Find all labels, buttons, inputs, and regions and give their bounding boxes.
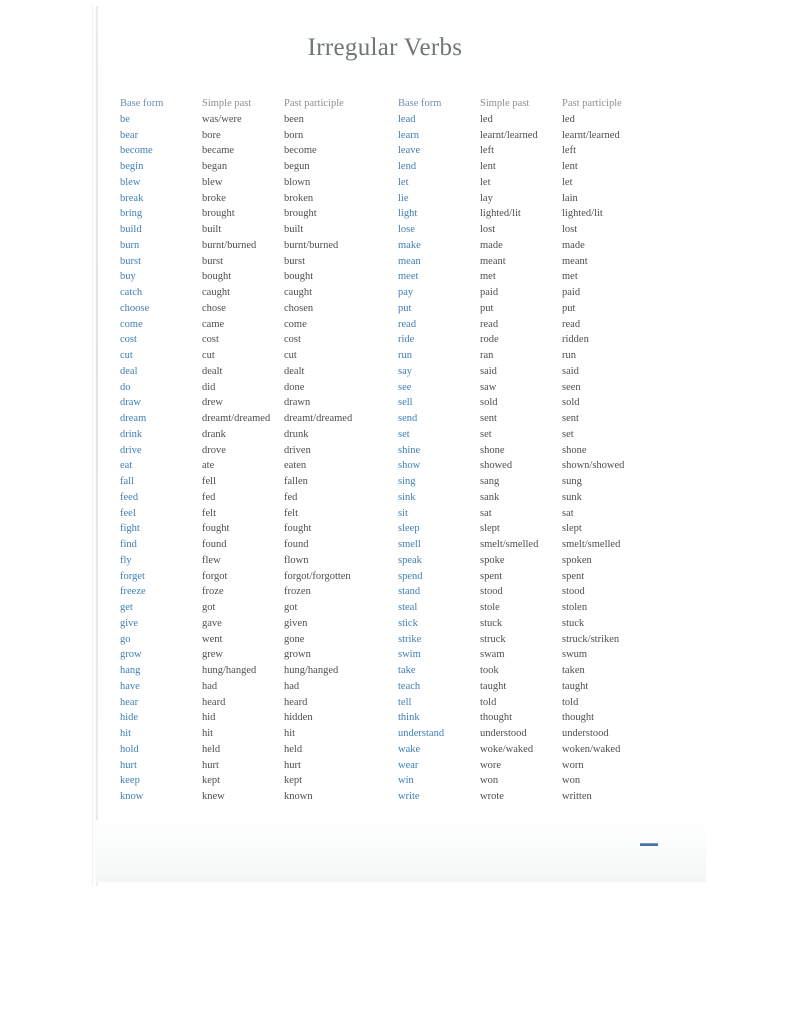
base-form-cell: stand — [398, 586, 421, 598]
simple-past-cell: drew — [202, 397, 223, 409]
base-form-cell: dream — [120, 413, 147, 424]
base-form-cell: begin — [120, 161, 144, 172]
simple-past-cell: wore — [480, 759, 501, 771]
base-form-cell: win — [398, 775, 414, 787]
base-form-cell: draw — [120, 397, 141, 409]
past-participle-cell: broken — [284, 192, 314, 204]
base-form-cell: build — [120, 224, 142, 235]
past-participle-cell: paid — [562, 287, 581, 298]
base-form-cell: make — [398, 239, 421, 251]
base-form-cell: spend — [398, 570, 423, 582]
base-form-cell: wear — [398, 759, 419, 771]
base-form-cell: break — [120, 192, 144, 204]
base-form-cell: become — [120, 145, 153, 157]
simple-past-cell: froze — [202, 586, 224, 598]
base-form-cell: mean — [398, 255, 421, 267]
simple-past-cell: ran — [480, 350, 494, 361]
simple-past-cell: got — [202, 602, 216, 613]
simple-past-cell: hid — [202, 712, 216, 724]
base-form-cell: wake — [398, 743, 421, 755]
simple-past-cell: saw — [480, 381, 497, 393]
past-participle-cell: left — [562, 145, 576, 157]
past-participle-cell: done — [284, 381, 305, 393]
past-participle-cell: worn — [562, 759, 584, 771]
past-participle-cell: grown — [284, 649, 311, 661]
past-participle-cell: meant — [562, 255, 588, 267]
simple-past-cell: hung/hanged — [202, 665, 257, 676]
simple-past-cell: rode — [480, 334, 499, 346]
base-form-cell: burst — [120, 255, 141, 267]
past-participle-cell: sat — [562, 507, 574, 519]
past-participle-cell: thought — [562, 712, 595, 724]
base-form-cell: hang — [120, 665, 141, 676]
past-participle-cell: won — [562, 775, 581, 787]
simple-past-cell: did — [202, 381, 216, 393]
past-participle-cell: cut — [284, 350, 297, 361]
past-participle-cell: woken/waked — [562, 743, 621, 755]
simple-past-cell: bore — [202, 129, 221, 141]
past-participle-cell: fought — [284, 523, 312, 535]
simple-past-cell: hurt — [202, 759, 219, 771]
base-form-cell: keep — [120, 775, 140, 787]
base-form-cell: fly — [120, 554, 132, 566]
simple-past-cell: stood — [480, 586, 503, 598]
past-participle-cell: written — [562, 791, 592, 802]
past-participle-cell: hidden — [284, 712, 313, 724]
past-participle-cell: fed — [284, 491, 298, 503]
past-participle-cell: dreamt/dreamed — [284, 413, 353, 424]
base-form-cell: write — [398, 791, 420, 802]
simple-past-cell: spent — [480, 570, 503, 582]
base-form-cell: show — [398, 460, 421, 472]
simple-past-cell: chose — [202, 302, 226, 314]
base-form-cell: choose — [120, 302, 150, 314]
simple-past-cell: dealt — [202, 365, 223, 377]
past-participle-cell: met — [562, 271, 578, 283]
simple-past-cell: broke — [202, 192, 226, 204]
past-participle-cell: led — [562, 113, 575, 125]
base-form-cell: tell — [398, 696, 412, 708]
simple-past-cell: sank — [480, 491, 500, 503]
page-title: Irregular Verbs — [307, 34, 463, 61]
past-participle-cell: shone — [562, 444, 587, 456]
past-participle-cell: drawn — [284, 397, 311, 409]
past-participle-cell: felt — [284, 507, 298, 519]
base-form-cell: fall — [120, 476, 134, 487]
simple-past-cell: brought — [202, 208, 235, 220]
past-participle-cell: put — [562, 302, 576, 314]
simple-past-cell: knew — [202, 791, 225, 802]
simple-past-cell: gave — [202, 617, 222, 629]
simple-past-cell: drove — [202, 444, 226, 456]
simple-past-cell: burnt/burned — [202, 239, 257, 251]
simple-past-cell: sent — [480, 413, 497, 424]
scan-shading — [96, 820, 706, 882]
base-form-cell: shine — [398, 444, 421, 456]
past-participle-cell: learnt/learned — [562, 129, 620, 141]
simple-past-cell: sang — [480, 476, 500, 487]
page-edge — [96, 6, 98, 886]
simple-past-cell: lent — [480, 161, 496, 172]
simple-past-cell: said — [480, 365, 497, 377]
past-participle-cell: born — [284, 129, 304, 141]
past-participle-cell: been — [284, 113, 304, 125]
simple-past-cell: drank — [202, 428, 226, 440]
simple-past-cell: fought — [202, 523, 230, 535]
base-form-cell: freeze — [120, 586, 146, 598]
past-participle-cell: lent — [562, 161, 578, 172]
simple-past-cell: heard — [202, 696, 226, 708]
past-participle-cell: blown — [284, 176, 311, 188]
simple-past-cell: meant — [480, 255, 506, 267]
past-participle-cell: built — [284, 224, 304, 235]
past-participle-cell: sunk — [562, 491, 582, 503]
past-participle-cell: stuck — [562, 617, 585, 629]
simple-past-cell: lost — [480, 224, 496, 235]
base-form-cell: strike — [398, 633, 422, 645]
simple-past-cell: was/were — [202, 113, 242, 125]
base-form-cell: see — [398, 381, 412, 393]
past-participle-cell: flown — [284, 554, 309, 566]
past-participle-cell: chosen — [284, 302, 314, 314]
base-form-cell: pay — [398, 287, 414, 298]
simple-past-cell: dreamt/dreamed — [202, 413, 271, 424]
past-participle-cell: heard — [284, 696, 308, 708]
header-simple-past: Simple past — [480, 98, 530, 109]
past-participle-cell: taught — [562, 680, 589, 692]
base-form-cell: give — [120, 617, 139, 629]
base-form-cell: find — [120, 539, 137, 550]
past-participle-cell: set — [562, 428, 574, 440]
past-participle-cell: said — [562, 365, 579, 377]
base-form-cell: come — [120, 318, 143, 330]
base-form-cell: take — [398, 665, 416, 676]
base-form-cell: teach — [398, 680, 421, 692]
simple-past-cell: began — [202, 161, 228, 172]
past-participle-cell: cost — [284, 334, 301, 346]
scan-mark: ▬▬ — [640, 838, 658, 848]
simple-past-cell: hit — [202, 728, 214, 739]
past-participle-cell: told — [562, 696, 579, 708]
base-form-cell: meet — [398, 271, 419, 283]
past-participle-cell: lighted/lit — [562, 208, 603, 220]
past-participle-cell: sent — [562, 413, 579, 424]
simple-past-cell: flew — [202, 554, 221, 566]
past-participle-cell: spoken — [562, 554, 592, 566]
base-form-cell: burn — [120, 239, 140, 251]
base-form-cell: sing — [398, 476, 416, 487]
base-form-cell: do — [120, 381, 131, 393]
past-participle-cell: ridden — [562, 334, 589, 346]
simple-past-cell: led — [480, 113, 493, 125]
simple-past-cell: forgot — [202, 570, 228, 582]
base-form-cell: lead — [398, 113, 416, 125]
past-participle-cell: shown/showed — [562, 460, 625, 472]
header-base-form: Base form — [398, 98, 442, 109]
base-form-cell: go — [120, 633, 131, 645]
simple-past-cell: thought — [480, 712, 513, 724]
past-participle-cell: made — [562, 239, 585, 251]
past-participle-cell: bought — [284, 271, 314, 283]
base-form-cell: put — [398, 302, 412, 314]
simple-past-cell: showed — [480, 460, 513, 472]
simple-past-cell: wrote — [480, 791, 504, 802]
base-form-cell: read — [398, 318, 417, 330]
base-form-cell: be — [120, 113, 130, 125]
base-form-cell: think — [398, 712, 420, 724]
past-participle-cell: slept — [562, 523, 582, 535]
simple-past-cell: let — [480, 176, 491, 188]
simple-past-cell: met — [480, 271, 496, 283]
past-participle-cell: fallen — [284, 476, 308, 487]
simple-past-cell: set — [480, 428, 492, 440]
simple-past-cell: fed — [202, 491, 216, 503]
base-form-cell: feed — [120, 491, 139, 503]
base-form-cell: light — [398, 208, 418, 220]
base-form-cell: sleep — [398, 523, 420, 535]
base-form-cell: hear — [120, 696, 139, 708]
simple-past-cell: understood — [480, 728, 527, 739]
base-form-cell: hurt — [120, 759, 137, 771]
simple-past-cell: spoke — [480, 554, 505, 566]
base-form-cell: stick — [398, 617, 418, 629]
simple-past-cell: made — [480, 239, 503, 251]
base-form-cell: grow — [120, 649, 142, 661]
past-participle-cell: stolen — [562, 602, 588, 613]
past-participle-cell: read — [562, 318, 581, 330]
base-form-cell: forget — [120, 570, 145, 582]
base-form-cell: send — [398, 413, 418, 424]
simple-past-cell: put — [480, 302, 494, 314]
past-participle-cell: sung — [562, 476, 582, 487]
base-form-cell: ride — [398, 334, 415, 346]
base-form-cell: bring — [120, 208, 143, 220]
base-form-cell: feel — [120, 507, 136, 519]
base-form-cell: lie — [398, 192, 409, 204]
base-form-cell: steal — [398, 602, 418, 613]
base-form-cell: smell — [398, 539, 421, 550]
past-participle-cell: spent — [562, 570, 585, 582]
past-participle-cell: gone — [284, 633, 305, 645]
past-participle-cell: run — [562, 350, 576, 361]
past-participle-cell: had — [284, 680, 300, 692]
simple-past-cell: found — [202, 539, 227, 550]
simple-past-cell: built — [202, 224, 222, 235]
header-base-form: Base form — [120, 98, 164, 109]
past-participle-cell: brought — [284, 208, 317, 220]
past-participle-cell: given — [284, 617, 308, 629]
simple-past-cell: kept — [202, 775, 221, 787]
past-participle-cell: got — [284, 602, 298, 613]
base-form-cell: drink — [120, 428, 143, 440]
simple-past-cell: told — [480, 696, 497, 708]
simple-past-cell: sat — [480, 507, 492, 519]
past-participle-cell: frozen — [284, 586, 311, 598]
past-participle-cell: begun — [284, 161, 310, 172]
base-form-cell: lose — [398, 224, 415, 235]
simple-past-cell: came — [202, 318, 225, 330]
past-participle-cell: seen — [562, 381, 581, 393]
past-participle-cell: let — [562, 176, 573, 188]
past-participle-cell: found — [284, 539, 309, 550]
simple-past-cell: became — [202, 145, 235, 157]
base-form-cell: hide — [120, 712, 139, 724]
simple-past-cell: went — [202, 633, 223, 645]
past-participle-cell: stood — [562, 586, 585, 598]
past-participle-cell: driven — [284, 444, 311, 456]
base-form-cell: sit — [398, 507, 408, 519]
page-edge-shadow — [92, 6, 93, 886]
base-form-cell: speak — [398, 554, 422, 566]
past-participle-cell: burnt/burned — [284, 239, 339, 251]
simple-past-cell: fell — [202, 476, 216, 487]
simple-past-cell: woke/waked — [480, 743, 534, 755]
simple-past-cell: held — [202, 743, 221, 755]
base-form-cell: have — [120, 680, 140, 692]
simple-past-cell: felt — [202, 507, 216, 519]
simple-past-cell: ate — [202, 460, 215, 472]
base-form-cell: hit — [120, 728, 132, 739]
simple-past-cell: stole — [480, 602, 500, 613]
base-form-cell: cut — [120, 350, 133, 361]
past-participle-cell: come — [284, 318, 307, 330]
past-participle-cell: taken — [562, 665, 585, 676]
past-participle-cell: sold — [562, 397, 580, 409]
simple-past-cell: taught — [480, 680, 507, 692]
base-form-cell: swim — [398, 649, 421, 661]
base-form-cell: get — [120, 602, 133, 613]
base-form-cell: buy — [120, 271, 136, 283]
past-participle-cell: lost — [562, 224, 578, 235]
past-participle-cell: lain — [562, 192, 578, 204]
simple-past-cell: struck — [480, 633, 506, 645]
base-form-cell: know — [120, 791, 144, 802]
simple-past-cell: lay — [480, 192, 493, 204]
simple-past-cell: read — [480, 318, 499, 330]
simple-past-cell: stuck — [480, 617, 503, 629]
base-form-cell: hold — [120, 743, 139, 755]
base-form-cell: run — [398, 350, 412, 361]
simple-past-cell: grew — [202, 649, 223, 661]
past-participle-cell: smelt/smelled — [562, 539, 621, 550]
past-participle-cell: known — [284, 791, 313, 802]
past-participle-cell: kept — [284, 775, 303, 787]
simple-past-cell: bought — [202, 271, 232, 283]
base-form-cell: learn — [398, 129, 419, 141]
base-form-cell: sell — [398, 397, 413, 409]
base-form-cell: blew — [120, 176, 141, 188]
simple-past-cell: smelt/smelled — [480, 539, 539, 550]
simple-past-cell: cut — [202, 350, 215, 361]
simple-past-cell: took — [480, 665, 499, 676]
base-form-cell: set — [398, 428, 410, 440]
simple-past-cell: sold — [480, 397, 498, 409]
past-participle-cell: understood — [562, 728, 609, 739]
simple-past-cell: cost — [202, 334, 219, 346]
past-participle-cell: forgot/forgotten — [284, 570, 351, 582]
header-past-participle: Past participle — [562, 98, 622, 109]
past-participle-cell: burst — [284, 255, 305, 267]
base-form-cell: eat — [120, 460, 133, 472]
simple-past-cell: lighted/lit — [480, 208, 521, 220]
past-participle-cell: caught — [284, 287, 312, 298]
base-form-cell: cost — [120, 334, 137, 346]
past-participle-cell: swum — [562, 649, 588, 661]
past-participle-cell: become — [284, 145, 317, 157]
header-past-participle: Past participle — [284, 98, 344, 109]
base-form-cell: sink — [398, 491, 416, 503]
base-form-cell: leave — [398, 145, 421, 157]
simple-past-cell: left — [480, 145, 494, 157]
simple-past-cell: blew — [202, 176, 223, 188]
base-form-cell: catch — [120, 287, 143, 298]
past-participle-cell: eaten — [284, 460, 307, 472]
simple-past-cell: learnt/learned — [480, 129, 538, 141]
simple-past-cell: slept — [480, 523, 500, 535]
simple-past-cell: had — [202, 680, 218, 692]
past-participle-cell: held — [284, 743, 303, 755]
base-form-cell: understand — [398, 728, 445, 739]
past-participle-cell: hit — [284, 728, 296, 739]
simple-past-cell: swam — [480, 649, 505, 661]
base-form-cell: let — [398, 176, 409, 188]
simple-past-cell: shone — [480, 444, 505, 456]
header-simple-past: Simple past — [202, 98, 252, 109]
past-participle-cell: hung/hanged — [284, 665, 339, 676]
simple-past-cell: paid — [480, 287, 499, 298]
simple-past-cell: caught — [202, 287, 230, 298]
simple-past-cell: burst — [202, 255, 223, 267]
past-participle-cell: struck/striken — [562, 633, 620, 645]
base-form-cell: fight — [120, 523, 140, 535]
base-form-cell: deal — [120, 365, 138, 377]
past-participle-cell: dealt — [284, 365, 305, 377]
past-participle-cell: hurt — [284, 759, 301, 771]
base-form-cell: bear — [120, 129, 139, 141]
base-form-cell: drive — [120, 444, 142, 456]
base-form-cell: say — [398, 365, 412, 377]
past-participle-cell: drunk — [284, 428, 309, 440]
simple-past-cell: won — [480, 775, 499, 787]
base-form-cell: lend — [398, 161, 417, 172]
